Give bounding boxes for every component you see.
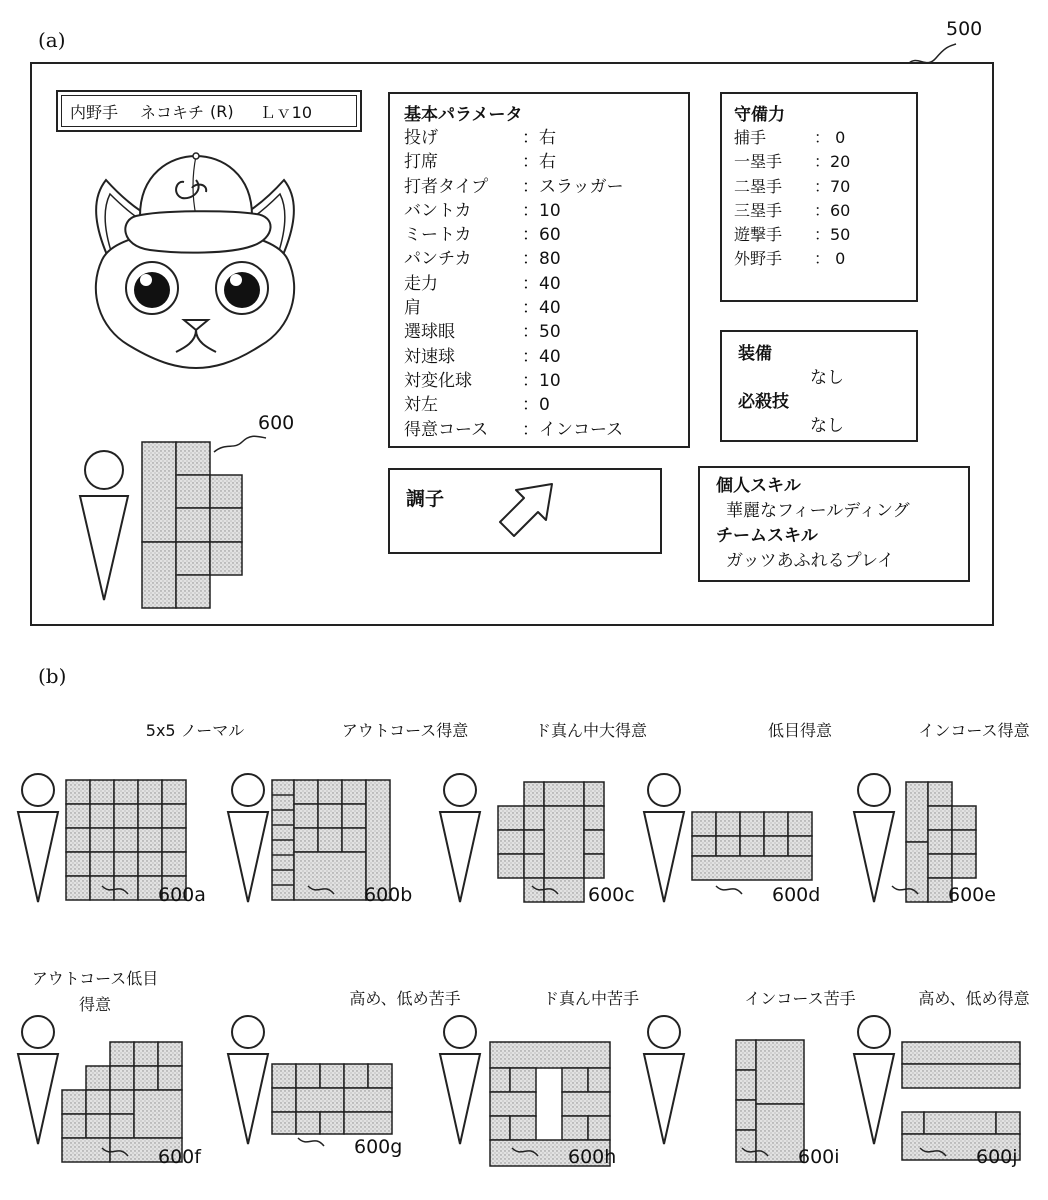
batter-body <box>644 812 684 902</box>
zone-cell <box>756 1040 804 1104</box>
zone-cell <box>66 828 90 852</box>
zone-caption: アウトコース低目 <box>31 969 159 988</box>
zone-cell <box>692 836 716 856</box>
defense-row <box>734 223 904 247</box>
zone-cell <box>90 804 114 828</box>
basic-param-value: ：40 <box>522 273 561 294</box>
condition-title: 調子 <box>406 488 445 510</box>
screen-ref-label: 500 <box>946 18 983 40</box>
zone-cell <box>344 1064 368 1088</box>
basic-param-row <box>404 296 674 320</box>
batter-body <box>18 1054 58 1144</box>
zone-cell <box>736 1070 756 1100</box>
special-move-title: 必殺技 <box>738 392 789 412</box>
zone-cell <box>114 804 138 828</box>
zone-cell <box>544 878 584 902</box>
zone-cell <box>692 812 716 836</box>
zone-cell <box>342 828 366 852</box>
batter-body <box>440 1054 480 1144</box>
zone-cell <box>584 806 604 830</box>
defense-title: 守備力 <box>734 105 785 125</box>
zone-cell <box>928 854 952 878</box>
player-hand: (R) <box>210 101 234 121</box>
defense-row <box>734 199 904 223</box>
zone-ref-label: 600 <box>258 412 295 434</box>
zone-cell <box>318 828 342 852</box>
zone-cell <box>588 1068 610 1092</box>
zone-cell <box>490 1092 536 1116</box>
basic-param-row <box>404 126 674 150</box>
zone-cell <box>562 1068 588 1092</box>
zone-cell <box>296 1112 320 1134</box>
defense-label: 三塁手 <box>734 200 783 220</box>
zone-cell <box>764 836 788 856</box>
zone-cell <box>90 828 114 852</box>
cat-avatar <box>80 150 310 380</box>
zone-cell <box>342 804 366 828</box>
basic-param-value: ：80 <box>522 249 561 270</box>
zone-ref-label: 600d <box>772 884 821 906</box>
zone-cell <box>928 830 952 854</box>
batter-body <box>228 1054 268 1144</box>
basic-param-row <box>404 247 674 271</box>
zone-cell <box>110 1090 134 1114</box>
basic-param-value: ：60 <box>522 225 561 246</box>
zone-cell <box>928 806 952 830</box>
basic-param-row <box>404 418 674 442</box>
zone-cell <box>66 876 90 900</box>
zone-caption: 5x5 ノーマル <box>145 721 245 740</box>
batter-head <box>648 774 680 806</box>
zone-cell <box>138 828 162 852</box>
zone-cell <box>138 804 162 828</box>
zone-cell <box>272 1088 296 1112</box>
zone-cell <box>86 1066 110 1090</box>
defense-row <box>734 150 904 174</box>
zone-cell <box>928 782 952 806</box>
zone-cell <box>952 854 976 878</box>
zone-cell <box>62 1138 110 1162</box>
basic-param-label: 選球眼 <box>404 322 455 343</box>
basic-param-value: ：40 <box>522 346 561 367</box>
basic-param-label: 対速球 <box>404 346 455 367</box>
team-skill-title: チームスキル <box>716 526 818 546</box>
zone-ref-label: 600e <box>948 884 996 906</box>
zone-cell <box>114 852 138 876</box>
zone-cell <box>902 1064 1020 1088</box>
zone-cell <box>138 852 162 876</box>
basic-param-label: 投げ <box>404 128 438 148</box>
basic-param-row <box>404 393 674 417</box>
zone-cell <box>584 830 604 854</box>
basic-params-title: 基本パラメータ <box>404 105 523 125</box>
batter-head <box>858 774 890 806</box>
zone-ref-leader <box>716 886 742 894</box>
basic-param-value: ：スラッガー <box>522 176 624 197</box>
basic-param-value: ：40 <box>522 298 561 319</box>
zone-cell <box>756 1104 804 1162</box>
strike-zone-diagram <box>14 744 204 944</box>
zone-cell <box>498 830 524 854</box>
strike-zone-diagram <box>850 744 1040 944</box>
player-title-box <box>56 90 362 132</box>
zone-cell <box>736 1100 756 1130</box>
zone-cell <box>510 1116 536 1140</box>
batter-head <box>648 1016 680 1048</box>
basic-param-value: ：50 <box>522 322 561 343</box>
zone-cell <box>524 854 544 878</box>
zone-cell <box>952 806 976 830</box>
zone-cell <box>524 830 544 854</box>
zone-cell <box>924 1112 996 1134</box>
basic-param-label: 得意コース <box>404 419 489 440</box>
zone-cell <box>158 1066 182 1090</box>
zone-ref-label: 600h <box>568 1146 617 1168</box>
defense-value: ：20 <box>814 152 851 172</box>
batter-body <box>228 812 268 902</box>
zone-cell <box>524 782 544 806</box>
zone-caption: ド真ん中大得意 <box>534 721 647 740</box>
defense-value: ：50 <box>814 225 851 245</box>
zone-cell <box>490 1042 610 1068</box>
zone-cell <box>524 806 544 830</box>
basic-param-label: 対左 <box>404 395 438 416</box>
personal-skill-title: 個人スキル <box>716 476 801 496</box>
basic-param-value: ：右 <box>522 128 556 148</box>
zone-ref-leader <box>298 1138 324 1146</box>
zone-caption: インコース得意 <box>918 721 1030 740</box>
zone-cell <box>272 1112 296 1134</box>
batter-body <box>18 812 58 902</box>
zone-cell <box>162 852 186 876</box>
zone-cell <box>272 1064 296 1088</box>
zone-cell <box>66 804 90 828</box>
defense-label: 捕手 <box>734 128 767 147</box>
player-level: Ｌｖ10 <box>259 102 313 122</box>
basic-param-row <box>404 223 674 247</box>
defense-row <box>734 247 904 271</box>
zone-cell <box>716 836 740 856</box>
zone-cell <box>902 1112 924 1134</box>
batter-head <box>444 1016 476 1048</box>
zone-cell <box>584 854 604 878</box>
defense-row <box>734 126 904 150</box>
zone-cell <box>320 1112 344 1134</box>
zone-caption: 高め、低め得意 <box>918 989 1030 1008</box>
strike-zone-diagram <box>224 744 414 944</box>
zone-cell <box>952 830 976 854</box>
zone-cell <box>736 1040 756 1070</box>
condition-panel <box>388 468 662 554</box>
zone-cell <box>490 1068 510 1092</box>
zone-cell <box>66 780 90 804</box>
defense-value: ：70 <box>814 176 851 196</box>
basic-param-label: バントカ <box>404 200 472 221</box>
zone-caption: 高め、低め苦手 <box>349 989 461 1008</box>
zone-cell <box>716 812 740 836</box>
basic-params-panel <box>388 92 690 448</box>
zone-cell <box>498 854 524 878</box>
zone-cell <box>134 1042 158 1066</box>
defense-value: ：60 <box>814 200 851 220</box>
basic-param-value: ：10 <box>522 370 561 391</box>
basic-param-row <box>404 199 674 223</box>
special-move-value: なし <box>810 416 844 436</box>
zone-cell <box>62 1114 86 1138</box>
zone-cell <box>294 828 318 852</box>
zone-cell <box>134 1090 182 1138</box>
zone-cell <box>740 836 764 856</box>
defense-label: 遊撃手 <box>734 225 783 245</box>
zone-cell <box>544 782 584 806</box>
batter-body <box>644 1054 684 1144</box>
zone-cell <box>368 1064 392 1088</box>
zone-cell <box>544 806 584 878</box>
batter-head <box>22 774 54 806</box>
strike-zone-diagram <box>436 744 626 944</box>
zone-cell <box>114 876 138 900</box>
part-b-label: (b) <box>38 664 67 688</box>
zone-caption: アウトコース得意 <box>341 721 469 740</box>
batter-head <box>232 1016 264 1048</box>
basic-param-label: 肩 <box>404 298 421 319</box>
basic-param-row <box>404 369 674 393</box>
basic-param-row <box>404 175 674 199</box>
equipment-title: 装備 <box>738 344 772 364</box>
zone-caption: 低目得意 <box>767 721 832 740</box>
batter-head <box>858 1016 890 1048</box>
defense-label: 二塁手 <box>734 176 783 196</box>
zone-cell <box>562 1116 588 1140</box>
zone-cell <box>902 1042 1020 1064</box>
zone-cell <box>318 780 342 804</box>
batter-head <box>22 1016 54 1048</box>
zone-cell <box>692 856 812 880</box>
zone-caption: ド真ん中苦手 <box>542 989 639 1008</box>
player-position: 内野手 <box>70 102 119 122</box>
zone-cell <box>66 852 90 876</box>
basic-param-row <box>404 345 674 369</box>
zone-cell <box>114 828 138 852</box>
strike-zone-diagram <box>224 994 414 1194</box>
zone-cell <box>86 1090 110 1114</box>
zone-cell <box>498 806 524 830</box>
basic-param-label: 打者タイプ <box>404 176 489 197</box>
basic-param-label: ミートカ <box>404 225 472 246</box>
zone-cell <box>740 812 764 836</box>
zone-cell <box>110 1114 134 1138</box>
defense-row <box>734 175 904 199</box>
basic-param-value: ：0 <box>522 395 550 416</box>
zone-cell <box>490 1116 510 1140</box>
zone-cell <box>584 782 604 806</box>
basic-param-label: パンチカ <box>404 249 472 270</box>
basic-param-row <box>404 150 674 174</box>
zone-cell <box>366 780 390 900</box>
zone-cell <box>510 1068 536 1092</box>
up-right-arrow-icon <box>494 478 564 546</box>
zone-cell <box>162 804 186 828</box>
basic-param-label: 走力 <box>404 273 438 294</box>
zone-cell <box>788 836 812 856</box>
basic-param-row <box>404 320 674 344</box>
zone-cell <box>138 780 162 804</box>
zone-caption-line2: 得意 <box>78 995 111 1014</box>
zone-cell <box>158 1042 182 1066</box>
zone-cell <box>294 852 366 900</box>
zone-cell <box>110 1066 134 1090</box>
zone-cell <box>86 1114 110 1138</box>
zone-cell <box>114 780 138 804</box>
defense-value: ： 0 <box>814 128 846 147</box>
zone-cell <box>906 782 928 842</box>
basic-param-value: ：右 <box>522 152 556 173</box>
batter-head <box>232 774 264 806</box>
defense-panel <box>720 92 918 302</box>
skills-panel <box>698 466 970 582</box>
zone-cell <box>296 1064 320 1088</box>
zone-ref-label: 600i <box>798 1146 840 1168</box>
zone-cell <box>296 1088 344 1112</box>
zone-cell <box>318 804 342 828</box>
basic-param-value: ：インコース <box>522 419 624 440</box>
zone-cell <box>134 1066 158 1090</box>
zone-cell <box>294 804 318 828</box>
player-name: ネコキチ <box>140 102 205 122</box>
zone-ref-label: 600f <box>158 1146 201 1168</box>
zone-ref-label: 600c <box>588 884 635 906</box>
zone-cell <box>588 1116 610 1140</box>
zone-cell <box>62 1090 86 1114</box>
basic-param-label: 打席 <box>404 152 438 173</box>
zone-ref-label: 600b <box>364 884 413 906</box>
zone-cell <box>162 780 186 804</box>
zone-cell <box>996 1112 1020 1134</box>
basic-param-value: ：10 <box>522 200 561 221</box>
team-skill-value: ガッツあふれるプレイ <box>726 551 895 571</box>
equipment-panel <box>720 330 918 442</box>
zone-cell <box>764 812 788 836</box>
part-a-label: (a) <box>38 28 66 52</box>
zone-cell <box>320 1064 344 1088</box>
strike-zone-diagram <box>640 744 830 944</box>
zone-ref-label: 600g <box>354 1136 403 1158</box>
zone-cell <box>562 1092 610 1116</box>
zone-cell <box>342 780 366 804</box>
basic-param-row <box>404 272 674 296</box>
zone-cell <box>736 1130 756 1162</box>
zone-cell <box>294 780 318 804</box>
personal-skill-value: 華麗なフィールディング <box>726 501 910 521</box>
zone-cell <box>344 1088 392 1112</box>
strike-zone-600 <box>76 430 276 620</box>
zone-cell <box>90 876 114 900</box>
zone-cell <box>110 1042 134 1066</box>
zone-cell <box>162 828 186 852</box>
zone-ref-label: 600j <box>976 1146 1018 1168</box>
zone-cell <box>90 852 114 876</box>
defense-value: ： 0 <box>814 249 846 269</box>
batter-head <box>444 774 476 806</box>
equipment-value: なし <box>810 368 844 388</box>
defense-label: 外野手 <box>734 249 783 269</box>
zone-ref-label: 600a <box>158 884 206 906</box>
batter-body <box>440 812 480 902</box>
basic-param-label: 対変化球 <box>404 370 472 391</box>
batter-body <box>854 1054 894 1144</box>
defense-label: 一塁手 <box>734 152 783 172</box>
zone-caption: インコース苦手 <box>744 989 856 1008</box>
batter-body <box>854 812 894 902</box>
zone-cell <box>90 780 114 804</box>
zone-cell <box>788 812 812 836</box>
zone-cell <box>344 1112 392 1134</box>
